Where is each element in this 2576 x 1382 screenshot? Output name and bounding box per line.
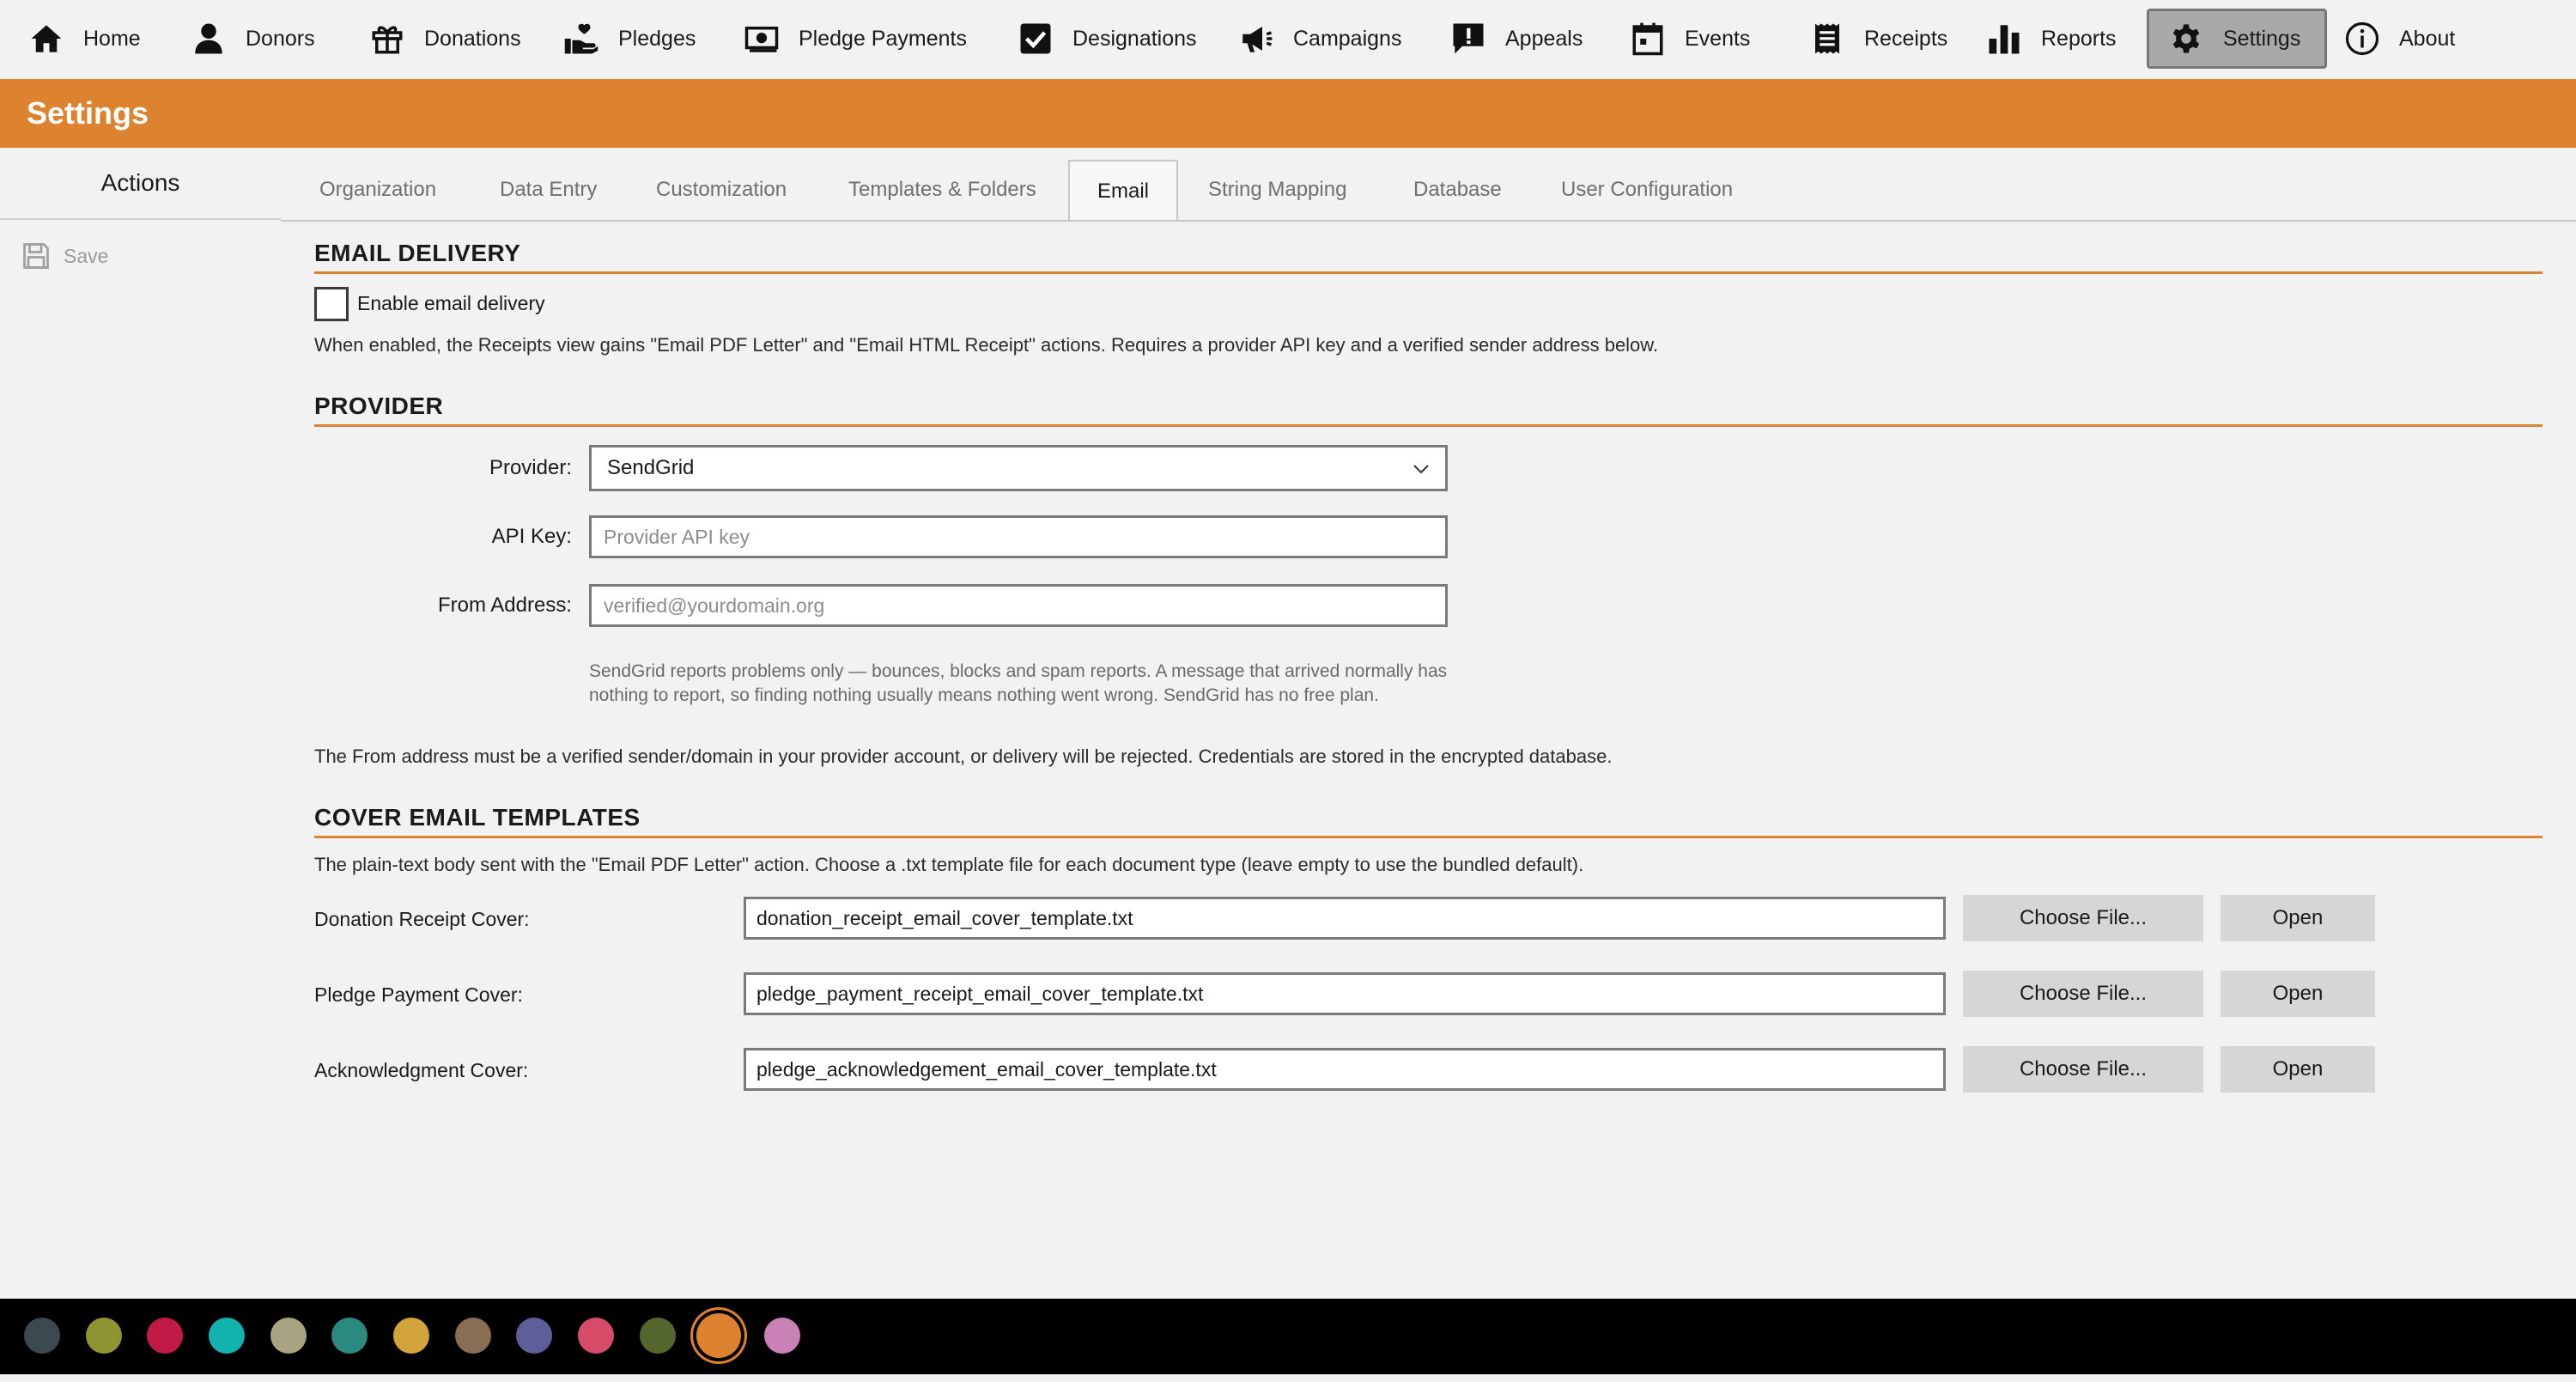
cover-templates-rule <box>314 836 2543 838</box>
nav-receipts[interactable] <box>1809 9 1947 69</box>
nav-reports[interactable] <box>1986 9 2117 69</box>
email-delivery-rule <box>314 271 2543 274</box>
api-key-input[interactable] <box>589 515 1448 558</box>
theme-swatch[interactable] <box>393 1318 429 1354</box>
tab-organization[interactable]: Organization <box>319 178 437 201</box>
save-icon <box>21 240 52 271</box>
nav-label: Donations <box>424 26 521 51</box>
nav-home[interactable] <box>28 9 141 69</box>
save-label: Save <box>64 244 109 267</box>
theme-swatch[interactable] <box>764 1318 800 1354</box>
donation-receipt-choose-file-button[interactable]: Choose File... <box>1963 895 2203 941</box>
nav-campaigns[interactable] <box>1238 9 1401 69</box>
nav-label: Pledge Payments <box>799 26 967 51</box>
gift-icon <box>369 21 405 57</box>
tab-database[interactable]: Database <box>1413 178 1502 201</box>
nav-label: Designations <box>1072 26 1197 51</box>
donation-receipt-open-button[interactable]: Open <box>2221 895 2375 941</box>
cover-templates-heading: COVER EMAIL TEMPLATES <box>314 804 641 831</box>
tab-customization[interactable]: Customization <box>656 178 787 201</box>
actions-title: Actions <box>100 169 180 196</box>
tab-data-entry[interactable]: Data Entry <box>500 178 598 201</box>
provider-footer-text: The From address must be a verified sender/domain in your provider account, or delivery will be rejected. Credentials are stored in the encrypted database. <box>314 746 1613 767</box>
receipt-icon <box>1809 21 1845 57</box>
nav-appeals[interactable] <box>1450 9 1583 69</box>
acknowledgment-choose-file-button[interactable]: Choose File... <box>1963 1046 2203 1093</box>
tab-email[interactable]: Email <box>1068 160 1178 222</box>
chevron-down-icon <box>1411 459 1431 479</box>
exclamation-bubble-icon <box>1450 21 1486 57</box>
provider-label: Provider: <box>489 456 572 479</box>
nav-label: Events <box>1685 26 1751 51</box>
save-button[interactable] <box>21 239 108 273</box>
from-address-label: From Address: <box>437 594 572 617</box>
nav-pledge-payments[interactable] <box>744 9 967 69</box>
enable-email-label: Enable email delivery <box>357 292 545 314</box>
nav-label: Home <box>83 26 141 51</box>
theme-swatch[interactable] <box>578 1318 614 1354</box>
theme-swatch[interactable] <box>455 1318 491 1354</box>
provider-heading: PROVIDER <box>314 393 444 419</box>
nav-label: Appeals <box>1505 26 1583 51</box>
page-title: Settings <box>27 95 149 131</box>
info-icon <box>2344 21 2380 57</box>
provider-rule <box>314 424 2543 427</box>
theme-swatch[interactable] <box>516 1318 552 1354</box>
theme-swatch-selected[interactable] <box>696 1313 741 1358</box>
bar-chart-icon <box>1986 21 2022 57</box>
nav-events[interactable] <box>1630 9 1750 69</box>
pledge-payment-cover-input[interactable] <box>744 972 1946 1015</box>
page-header <box>0 79 2576 148</box>
provider-select[interactable] <box>589 445 1448 491</box>
home-icon <box>28 21 64 57</box>
person-icon <box>191 21 227 57</box>
tab-user-configuration[interactable]: User Configuration <box>1561 178 1734 201</box>
pledge-payment-cover-label: Pledge Payment Cover: <box>314 983 523 1006</box>
nav-label: Campaigns <box>1293 26 1402 51</box>
nav-label: Donors <box>246 26 315 51</box>
theme-swatch[interactable] <box>24 1318 60 1354</box>
donation-receipt-cover-label: Donation Receipt Cover: <box>314 908 530 930</box>
tab-string-mapping[interactable]: String Mapping <box>1208 178 1347 201</box>
nav-pledges[interactable] <box>563 9 696 69</box>
from-address-input[interactable] <box>589 584 1448 627</box>
nav-label: Pledges <box>618 26 696 51</box>
acknowledgment-cover-input[interactable] <box>744 1048 1946 1091</box>
enable-email-checkbox[interactable] <box>314 287 349 321</box>
actions-divider <box>0 218 281 220</box>
email-delivery-description: When enabled, the Receipts view gains "Email PDF Letter" and "Email HTML Receipt" actions. Requires a provider API key and a verified sender address below. <box>314 334 1659 356</box>
calendar-icon <box>1630 21 1666 57</box>
megaphone-icon <box>1238 21 1274 57</box>
provider-selected-value: SendGrid <box>607 456 695 479</box>
nav-label: Reports <box>2041 26 2117 51</box>
nav-donations[interactable] <box>369 9 521 69</box>
nav-donors[interactable] <box>191 9 315 69</box>
provider-note: SendGrid reports problems only — bounces, blocks and spam reports. A message that arrived normally has nothing to report, so finding nothing usually means nothing went wrong. SendGrid has no free plan. <box>589 661 1448 705</box>
money-icon <box>744 21 780 57</box>
email-delivery-heading: EMAIL DELIVERY <box>314 240 521 266</box>
top-navigation <box>0 0 2576 79</box>
acknowledgment-cover-label: Acknowledgment Cover: <box>314 1059 529 1081</box>
tabs-divider <box>281 220 2576 222</box>
theme-swatch[interactable] <box>331 1318 368 1354</box>
pledge-payment-choose-file-button[interactable]: Choose File... <box>1963 971 2203 1017</box>
nav-label: Receipts <box>1864 26 1948 51</box>
theme-swatch[interactable] <box>86 1318 122 1354</box>
checkbox-icon <box>1018 21 1054 57</box>
tab-templates-folders[interactable]: Templates & Folders <box>848 178 1036 201</box>
pledge-payment-open-button[interactable]: Open <box>2221 971 2375 1017</box>
nav-label: About <box>2399 26 2456 51</box>
theme-color-bar <box>0 1299 2576 1374</box>
acknowledgment-open-button[interactable]: Open <box>2221 1046 2375 1093</box>
nav-label: Settings <box>2223 26 2301 51</box>
donation-receipt-cover-input[interactable] <box>744 897 1946 940</box>
hand-heart-icon <box>563 21 599 57</box>
nav-designations[interactable] <box>1018 9 1197 69</box>
nav-settings[interactable] <box>2147 9 2327 69</box>
api-key-label: API Key: <box>491 525 572 548</box>
theme-swatch[interactable] <box>209 1318 245 1354</box>
cover-templates-description: The plain-text body sent with the "Email PDF Letter" action. Choose a .txt template file for each document type (leave empty to use the bundled default). <box>314 854 1584 875</box>
theme-swatch[interactable] <box>270 1318 307 1354</box>
gear-icon <box>2168 21 2204 57</box>
theme-swatch[interactable] <box>640 1318 676 1354</box>
nav-about[interactable] <box>2344 9 2455 69</box>
theme-swatch[interactable] <box>147 1318 183 1354</box>
